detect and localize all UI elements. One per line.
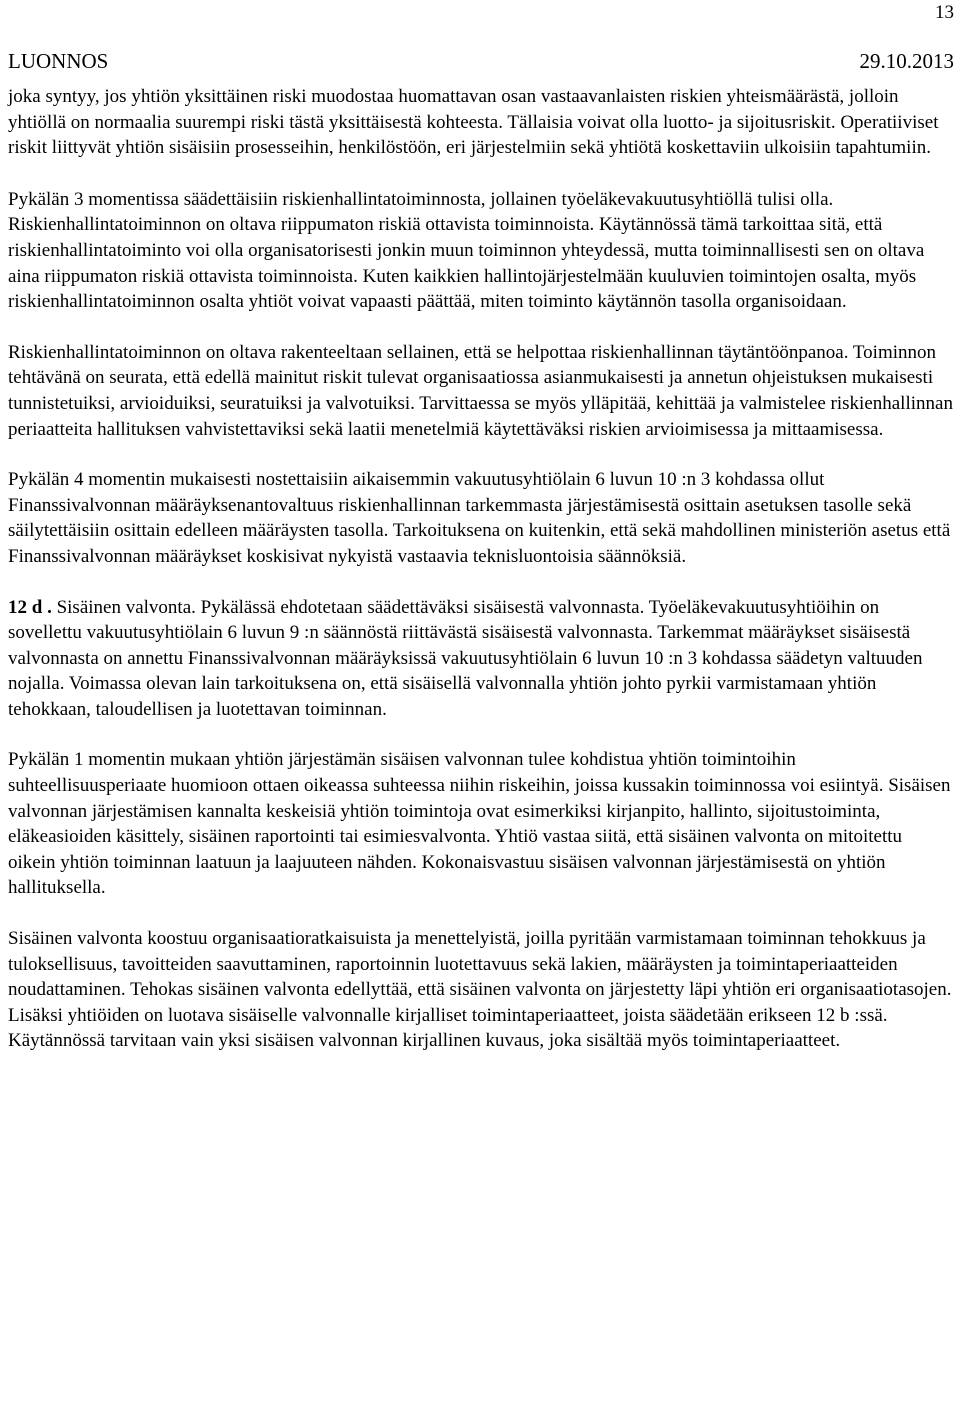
paragraph: Sisäinen valvonta koostuu organisaatioratkaisuista ja menettelyistä, joilla pyritään varmistamaan toiminnan tehokkuus ja tuloksellisuus, tavoitteiden saavuttaminen, raportoinnin luotettavuus sekä lakien, määräysten ja toimintaperiaatteiden noudattaminen. Tehokas sisäinen valvonta edellyttää, että sisäinen valvonta on järjestetty läpi yhtiön eri organisaatiotasojen. Lisäksi yhtiöiden on luotava sisäiselle valvonnalle kirjalliset toimintaperiaatteet, joista säädetään erikseen 12 b :ssä. Käytännössä tarvitaan vain yksi sisäisen valvonnan kirjallinen kuvaus, joka sisältää myös toimintaperiaatteet. [8, 928, 952, 1052]
section-text: Sisäinen valvonta. Pykälässä ehdotetaan säädettäväksi sisäisestä valvonnasta. Työeläkevakuutusyhtiöihin on sovellettu vakuutusyhtiölain 6 luvun 9 :n säännöstä riittävästä sisäisestä valvonnasta. Tarkemmat määräykset sisäisestä valvonnasta on annettu Finanssivalvonnan määräyksissä vakuutusyhtiölain 6 luvun 10 :n 3 kohdassa säädetyn valtuuden nojalla. Voimassa olevan lain tarkoituksena on, että sisäisellä valvonnalla yhtiön johto pyrkii varmistamaan yhtiön tehokkaan, taloudellisen ja luotettavan toiminnan. [8, 596, 923, 720]
document-header [8, 48, 954, 74]
paragraph: Pykälän 1 momentin mukaan yhtiön järjestämän sisäisen valvonnan tulee kohdistua yhtiön toimintoihin suhteellisuusperiaate huomioon ottaen oikeassa suhteessa niihin riskeihin, joissa kussakin toiminnossa voi esiintyä. Sisäisen valvonnan järjestämisen kannalta keskeisiä yhtiön toimintoja ovat esimerkiksi kirjanpito, hallinto, sijoitustoiminta, eläkeasioiden käsittely, sisäinen raportointi tai esimiesvalvonta. Yhtiö vastaa siitä, että sisäinen valvonta on mitoitettu oikein yhtiön toiminnan laatuun ja laajuuteen nähden. Kokonaisvastuu sisäisen valvonnan järjestämisestä on yhtiön hallituksella. [8, 749, 951, 899]
paragraph: Pykälän 4 momentin mukaisesti nostettaisiin aikaisemmin vakuutusyhtiölain 6 luvun 10 :n 3 kohdassa ollut Finanssivalvonnan määräyksenantovaltuus riskienhallinnan tarkemmasta järjestämisestä osittain asetuksen tasolle sekä säilytettäisiin osittain edelleen määräysten tasolla. Tarkoituksena on kuitenkin, että sekä mahdollinen ministeriön asetus että Finanssivalvonnan määräykset koskisivat nykyistä vastaavia teknisluontoisia säännöksiä. [8, 469, 951, 567]
paragraph: Pykälän 3 momentissa säädettäisiin riskienhallintatoiminnosta, jollainen työeläkevakuutusyhtiöllä tulisi olla. Riskienhallintatoiminnon on oltava riippumaton riskiä ottavista toiminnoista. Käytännössä tämä tarkoittaa sitä, että riskienhallintatoiminto voi olla organisatorisesti jonkin muun toiminnon yhteydessä, mutta toiminnallisesti sen on oltava aina riippumaton riskiä ottavista toiminnoista. Kuten kaikkien hallintojärjestelmään kuuluvien toimintojen osalta, myös riskienhallintatoiminnon osalta yhtiöt voivat vapaasti päättää, miten toiminto käytännön tasolla organisoidaan. [8, 188, 925, 313]
section-paragraph [8, 595, 954, 723]
page-number: 13 [935, 2, 954, 23]
document-date: 29.10.2013 [859, 49, 954, 73]
paragraph: joka syntyy, jos yhtiön yksittäinen riski muodostaa huomattavan osan vastaavanlaisten riskien yhteismäärästä, jolloin yhtiöllä on normaalia suurempi riski tästä yksittäisestä kohteesta. Tällaisia voivat olla luotto- ja sijoitusriskit. Operatiiviset riskit liittyvät yhtiön sisäisiin prosesseihin, henkilöstöön, eri järjestelmiin sekä yhtiötä koskettaviin ulkoisiin tapahtumiin. [8, 86, 939, 159]
draft-label: LUONNOS [8, 49, 109, 73]
paragraph: Riskienhallintatoiminnon on oltava rakenteeltaan sellainen, että se helpottaa riskienhallinnan täytäntöönpanoa. Toiminnon tehtävänä on seurata, että edellä mainitut riskit tulevat organisaatiossa asianmukaisesti ja annetun ohjeistuksen mukaisesti tunnistetuiksi, arvioiduiksi, seuratuiksi ja valvotuiksi. Tarvittaessa se myös ylläpitää, kehittää ja valmistelee riskienhallinnan periaatteita hallituksen vahvistettaviksi sekä laatii menetelmiä käytettäväksi riskien arvioimisessa ja mittaamisessa. [8, 341, 953, 440]
section-number: 12 d . [8, 596, 52, 618]
document-body [8, 84, 954, 1079]
